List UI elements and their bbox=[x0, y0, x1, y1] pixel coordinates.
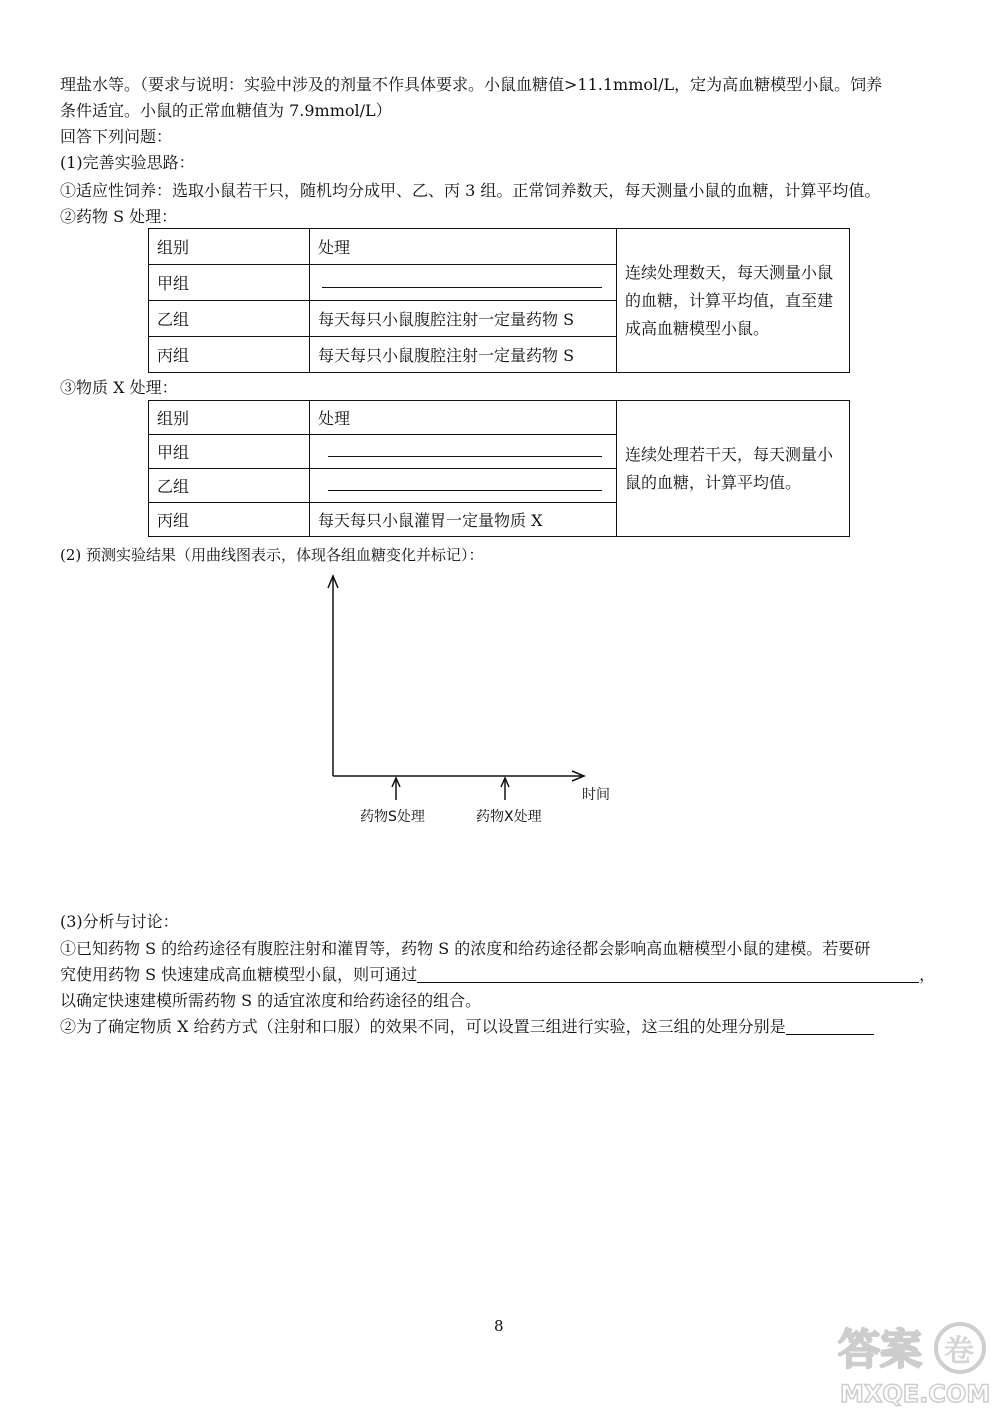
q1-step1: ①适应性饲养：选取小鼠若干只，随机均分成甲、乙、丙 3 组。正常饲养数天，每天测量小鼠的血糖，计算平均值。 bbox=[60, 181, 881, 200]
watermark-logo bbox=[832, 1318, 992, 1408]
table2-header-treatment: 处理 bbox=[310, 401, 617, 435]
table1-row-group: 甲组 bbox=[149, 265, 310, 301]
svg-text:MXQE.COM: MXQE.COM bbox=[840, 1380, 991, 1408]
table1-row-group: 丙组 bbox=[149, 337, 310, 373]
table2-header-group: 组别 bbox=[149, 401, 310, 435]
table2-row-group: 丙组 bbox=[149, 503, 310, 537]
q3-item1-line1: ①已知药物 S 的给药途径有腹腔注射和灌胃等，药物 S 的浓度和给药途径都会影响高血糖模型小鼠的建模。若要研 bbox=[60, 939, 871, 958]
svg-text:答案: 答案 bbox=[838, 1325, 923, 1374]
q3-item1-line2-end: ， bbox=[919, 965, 936, 984]
q3-item2 bbox=[60, 1015, 874, 1039]
table1-header-treatment: 处理 bbox=[310, 229, 617, 265]
q2-heading: (2) 预测实验结果（用曲线图表示，体现各组血糖变化并标记）： bbox=[60, 546, 484, 564]
table2-row-group: 乙组 bbox=[149, 469, 310, 503]
marker-label-2: 药物X处理 bbox=[476, 809, 542, 825]
marker-label-1: 药物S处理 bbox=[360, 809, 425, 825]
table2-note: 连续处理若干天，每天测量小鼠的血糖，计算平均值。 bbox=[617, 401, 850, 537]
q3-item2-text: ②为了确定物质 X 给药方式（注射和口服）的效果不同，可以设置三组进行实验，这三组的处理分别是 bbox=[60, 1017, 786, 1036]
table1-row-group: 乙组 bbox=[149, 301, 310, 337]
table2-row-treatment: 每天每只小鼠灌胃一定量物质 X bbox=[310, 503, 617, 537]
q3-item2-answer-blank[interactable] bbox=[786, 1016, 874, 1035]
table2-row-group: 甲组 bbox=[149, 435, 310, 469]
q3-item1-line2-text: 究使用药物 S 快速建成高血糖模型小鼠，则可通过 bbox=[60, 965, 418, 984]
q1-heading: (1)完善实验思路： bbox=[60, 153, 195, 172]
intro-line-2: 条件适宜。小鼠的正常血糖值为 7.9mmol/L） bbox=[60, 101, 392, 120]
q1-step3-title: ③物质 X 处理： bbox=[60, 378, 178, 397]
table1-row-treatment: 每天每只小鼠腹腔注射一定量药物 S bbox=[310, 301, 617, 337]
q3-item1-answer-blank[interactable] bbox=[417, 964, 919, 983]
q3-heading: (3)分析与讨论： bbox=[60, 912, 179, 931]
table1-note: 连续处理数天，每天测量小鼠的血糖，计算平均值，直至建成高血糖模型小鼠。 bbox=[617, 229, 850, 373]
q3-item1-line3: 以确定快速建模所需药物 S 的适宜浓度和给药途径的组合。 bbox=[60, 991, 482, 1010]
x-axis-label: 时间 bbox=[582, 787, 610, 803]
table1-header-group: 组别 bbox=[149, 229, 310, 265]
svg-text:卷: 卷 bbox=[944, 1334, 974, 1369]
page-number: 8 bbox=[494, 1317, 504, 1335]
q1-step2-title: ②药物 S 处理： bbox=[60, 207, 178, 226]
intro-line-1: 理盐水等。（要求与说明：实验中涉及的剂量不作具体要求。小鼠血糖值>11.1mmol/L，定为高血糖模型小鼠。饲养 bbox=[60, 75, 883, 94]
intro-line-3: 回答下列问题： bbox=[60, 127, 173, 146]
table1-row-treatment: 每天每只小鼠腹腔注射一定量药物 S bbox=[310, 337, 617, 373]
q3-item1-line2 bbox=[60, 963, 935, 987]
